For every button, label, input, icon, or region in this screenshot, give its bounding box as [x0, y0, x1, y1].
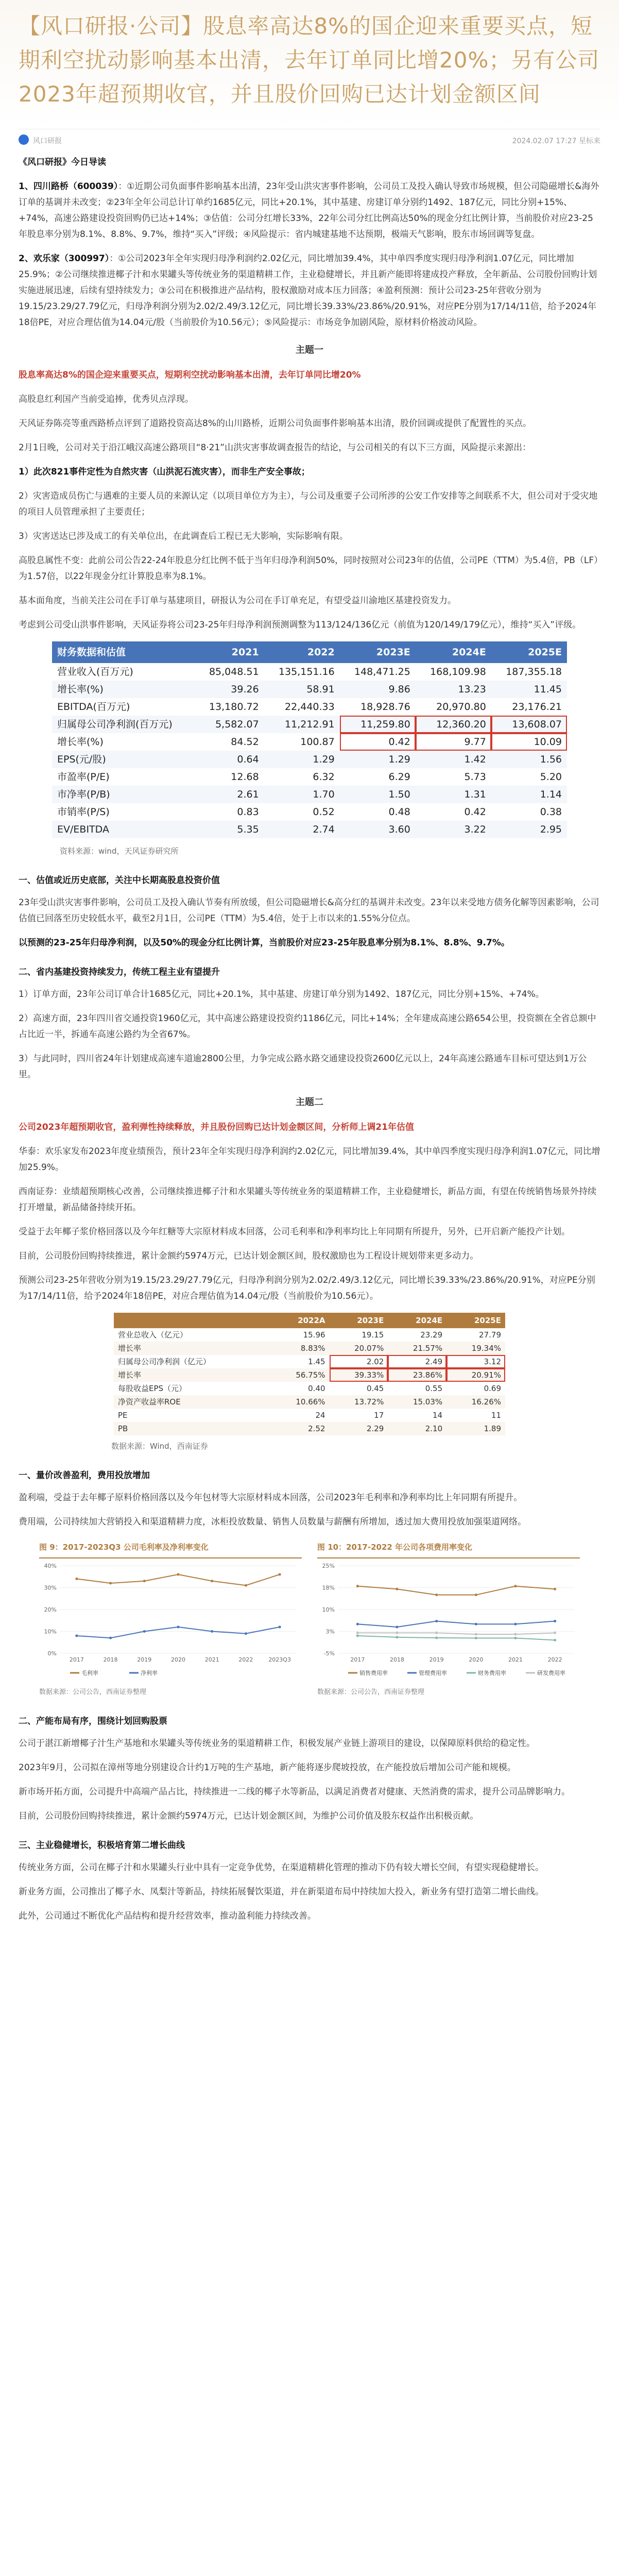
topic2-p3: 受益于去年椰子浆价格回落以及今年红糖等大宗原材料成本回落，公司毛利率和净利率均比上年同期有所提升，另外，已开启新产能投产计划。 — [19, 1227, 570, 1237]
series-point — [475, 1633, 477, 1636]
fc-col-2023e: 2023E — [330, 1313, 388, 1328]
series-point — [475, 1637, 477, 1639]
y-tick-label: 40% — [44, 1563, 57, 1569]
series-line — [357, 1636, 555, 1640]
sec3-p1: 盈利端，受益于去年椰子原料价格回落以及今年包材等大宗原材料成本回落，公司2023年毛利率和净利率均比上年同期有所提升。 — [19, 1493, 523, 1503]
fin-cell: 3.60 — [340, 821, 416, 838]
y-tick-label: 30% — [44, 1584, 57, 1591]
topic1-heading: 主题一 — [296, 345, 323, 355]
forecast-table — [114, 1313, 505, 1435]
x-tick-label: 2017 — [350, 1656, 365, 1663]
fin-cell: 18,928.76 — [360, 701, 410, 713]
sec5-p3: 此外，公司通过不断优化产品结构和提升经营效率，推动盈利能力持续改善。 — [19, 1911, 316, 1921]
forecast-table-row — [114, 1328, 505, 1342]
x-tick-label: 2021 — [204, 1656, 219, 1663]
fin-cell: 85,048.51 — [209, 666, 259, 677]
expense-chart-title: 图 10：2017-2022 年公司各项费用率变化 — [317, 1539, 580, 1558]
fc-cell: 16.26% — [446, 1395, 505, 1409]
fin-cell: 2.61 — [195, 786, 264, 803]
article-body — [19, 155, 600, 1933]
legend-label: 研发费用率 — [537, 1670, 565, 1676]
topic2-p4: 目前，公司股份回购持续推进，累计金额约5974万元，已达计划金额区间，股权激励也为工程设计规划带来更多动力。 — [19, 1251, 479, 1261]
fc-cell: 19.15 — [362, 1330, 384, 1340]
fin-row-label: 增长率(%) — [52, 681, 195, 698]
series-point — [435, 1594, 438, 1596]
topic2-p5: 预测公司23-25年营收分别为19.15/23.29/27.79亿元，归母净利润分别为2.02/2.49/3.12亿元，同比增长39.33%/23.86%/20.91%，对应PE分别为17/14/11倍，给予2024年18倍PE，对应合理估值为14.04元/股（当前股价为10.56元）。 — [19, 1275, 595, 1301]
margin-chart-title: 图 9：2017-2023Q3 公司毛利率及净利率变化 — [39, 1539, 302, 1558]
fin-cell: 1.31 — [416, 786, 491, 803]
fin-cell: 13,608.07 — [491, 716, 567, 733]
financial-table-row — [52, 803, 567, 821]
fc-cell: 23.86% — [388, 1368, 446, 1382]
article-time: 2024.02.07 17:27 星标来 — [512, 137, 600, 145]
financial-table-header — [52, 641, 567, 663]
sec2-p1: 1）订单方面，23年公司订单合计1685亿元，同比+20.1%，其中基建、房建订单分别为1492、187亿元，同比分别+15%、+74%。 — [19, 989, 544, 999]
topic1-p4: 2）灾害造成员伤亡与遇难的主要人员的来源认定（以项目单位方为主），与公司及重要子公司所涉的公安工作安排等之间联系不大，但公司对于受灾地的项目人员管理承担了主要责任； — [19, 491, 598, 517]
financial-table-row — [52, 821, 567, 838]
x-tick-label: 2019 — [429, 1656, 444, 1663]
fc-cell: 0.55 — [425, 1384, 443, 1393]
expense-chart-note: 数据来源：公司公告，西南证券整理 — [317, 1688, 425, 1696]
sec5-p1: 传统业务方面，公司在椰子汁和水果罐头行业中具有一定竞争优势，在渠道精耕化管理的推动下仍有较大增长空间，有望实现稳健增长。 — [19, 1862, 544, 1873]
fc-cell: 0.40 — [308, 1384, 325, 1393]
series-point — [245, 1632, 247, 1635]
fin-cell: 0.52 — [313, 806, 335, 818]
fin-cell: 11,259.80 — [340, 716, 416, 733]
sec1-p1: 23年受山洪灾害事件影响，公司员工及投入确认节奏有所放缓，但公司隐磁增长&高分红的基调并未改变。23年以来受地方债务化解等因素影响，公司估值已回落至历史较低水平，截至2月1日，公司PE（TTM）为5.4倍，处于上市以来的1.55%分位点。 — [19, 897, 599, 924]
y-tick-label: -5% — [323, 1650, 335, 1657]
fc-cell: 24 — [315, 1411, 325, 1420]
fc-col-2022a: 2022A — [271, 1313, 330, 1328]
forecast-table-note: 数据来源：Wind，西南证券 — [111, 1442, 208, 1451]
fin-cell: 1.14 — [491, 786, 567, 803]
fin-row-label: 市盈率(P/E) — [57, 771, 110, 783]
fin-cell: 1.29 — [340, 751, 416, 768]
fin-cell: 22,440.33 — [285, 701, 335, 713]
fc-cell: 27.79 — [479, 1330, 501, 1340]
y-tick-label: 0% — [47, 1650, 57, 1657]
series-point — [514, 1623, 517, 1625]
series-line — [357, 1633, 555, 1634]
intro-title: 《风口研报》今日导读 — [19, 157, 106, 167]
fc-cell: 23.29 — [420, 1330, 443, 1340]
forecast-table-row — [114, 1422, 505, 1435]
item2-text: ：①公司2023年全年实现归母净利润约2.02亿元，同比增加39.4%，其中单四季度实现归母净利润1.07亿元，同比增加25.9%；②公司继续推进椰子汁和水果罐头等传统业务的渠道精耕工作，主业稳健增长，并且新产能即将建成投产释放，全年新品、公司股份回购计划实施进展迅速，后续有望持续发力；③公司在积极推进产品结构，股权激励对成本压力回落；④盈利预测：预计公司23-25年营收分别为19.15/23.29/27.79亿元，归母净利润分别为2.02/2.49/3.12亿元，同比增长39.33%/23.86%/20.91%，对应PE分别为17/14/11倍，给予2024年18倍PE，对应合理估值为14.04元/股（当前股价为10.56元）；⑤风险提示：市场竞争加剧风险，原材料价格波动风险。 — [19, 253, 597, 328]
fin-cell: 20,970.80 — [436, 701, 486, 713]
series-point — [554, 1588, 556, 1590]
fin-col-2021: 2021 — [195, 641, 264, 663]
fc-cell: 1.45 — [308, 1357, 325, 1366]
fin-cell: 2.95 — [491, 821, 567, 838]
x-tick-label: 2022 — [238, 1656, 253, 1663]
fc-cell: 15.03% — [388, 1395, 446, 1409]
fc-row-label: 每股收益EPS（元） — [118, 1384, 187, 1393]
financial-table-row — [52, 786, 567, 803]
series-point — [356, 1632, 359, 1634]
fin-row-label: EV/EBITDA — [52, 821, 195, 838]
fc-row-label: 增长率 — [114, 1368, 271, 1382]
fin-cell: 0.42 — [464, 806, 486, 818]
fin-row-label: EBITDA(百万元) — [57, 701, 130, 713]
fc-col-label — [114, 1313, 271, 1328]
topic1-p8: 考虑到公司受山洪事件影响，天风证券将公司23-25年归母净利润预测调整为113/124/136亿元（前值为120/149/179亿元），维持“买入”评级。 — [19, 620, 581, 630]
x-tick-label: 2017 — [69, 1656, 84, 1663]
x-tick-label: 2018 — [103, 1656, 118, 1663]
fin-col-2025e: 2025E — [491, 641, 567, 663]
fc-cell: 0.45 — [366, 1384, 384, 1393]
sec4-heading: 二、产能布局有序，围绕计划回购股票 — [19, 1716, 167, 1726]
series-point — [211, 1580, 213, 1582]
sec1-p2: 以预测的23-25年归母净利润，以及50%的现金分红比例计算，当前股价对应23-25年股息率分别为8.1%、8.8%、9.7%。 — [19, 938, 510, 948]
source-logo-icon — [19, 134, 29, 145]
fc-cell: 0.69 — [484, 1384, 501, 1393]
fin-cell: 5.20 — [540, 771, 562, 783]
topic2-p2: 西南证券：业绩超预期核心改善，公司继续推进椰子汁和水果罐头等传统业务的渠道精耕工作，主业稳健增长，新品方面，有望在传统销售场景外持续打开增量，新品储备持续开拓。 — [19, 1187, 596, 1213]
fin-col-label: 财务数据和估值 — [52, 641, 195, 663]
fc-cell: 2.02 — [330, 1355, 388, 1368]
series-point — [396, 1636, 399, 1638]
fc-cell: 13.72% — [330, 1395, 388, 1409]
forecast-table-row — [114, 1368, 505, 1382]
series-point — [177, 1626, 180, 1629]
financial-table-note: 资料来源：wind，天风证券研究所 — [60, 846, 179, 856]
legend-label: 净利率 — [141, 1670, 158, 1676]
topic1-p2: 2月1日晚，公司对关于沿江峨汉高速公路项目“8·21”山洪灾害事故调查报告的结论，与公司相关的有以下三方面，风险提示来源出： — [19, 443, 531, 453]
series-point — [211, 1630, 213, 1633]
fc-col-2025e: 2025E — [446, 1313, 505, 1328]
x-tick-label: 2023Q3 — [268, 1656, 291, 1663]
series-point — [75, 1578, 78, 1580]
financial-table-row — [52, 698, 567, 716]
charts-row — [19, 1539, 600, 1700]
series-point — [514, 1637, 517, 1639]
fin-cell: 6.29 — [388, 771, 410, 783]
item2-title: 2、欢乐家（300997） — [19, 253, 110, 264]
fc-cell: 2.29 — [330, 1422, 388, 1435]
fin-row-label: 市销率(P/S) — [57, 806, 110, 818]
fin-cell: 1.56 — [491, 751, 567, 768]
series-point — [75, 1635, 78, 1637]
fin-cell: 168,109.98 — [430, 666, 486, 677]
y-tick-label: 3% — [325, 1628, 335, 1635]
legend-label: 毛利率 — [81, 1670, 98, 1676]
expense-chart-svg — [317, 1558, 580, 1682]
margin-chart-svg — [39, 1558, 302, 1682]
x-tick-label: 2018 — [390, 1656, 404, 1663]
x-tick-label: 2019 — [137, 1656, 152, 1663]
fin-cell: 5.35 — [195, 821, 264, 838]
series-point — [435, 1620, 438, 1622]
fc-cell: 1.89 — [446, 1422, 505, 1435]
fin-cell: 0.83 — [237, 806, 259, 818]
series-point — [475, 1623, 477, 1625]
fc-cell: 3.12 — [446, 1355, 505, 1368]
series-point — [109, 1582, 112, 1585]
series-point — [554, 1639, 556, 1641]
fc-cell: 21.57% — [388, 1342, 446, 1355]
forecast-table-row — [114, 1355, 505, 1368]
series-point — [514, 1585, 517, 1587]
series-point — [396, 1626, 399, 1629]
fin-cell: 135,151.16 — [278, 666, 335, 677]
y-tick-label: 10% — [322, 1606, 335, 1613]
fin-cell: 148,471.25 — [354, 666, 410, 677]
series-point — [143, 1580, 146, 1582]
financial-table-row — [52, 751, 567, 768]
sec3-heading: 一、量价改善盈利，费用投放增加 — [19, 1470, 150, 1481]
intro-item-2 — [19, 251, 600, 331]
fin-cell: 2.74 — [264, 821, 340, 838]
sec5-p2: 新业务方面，公司推出了椰子水、凤梨汁等新品，持续拓展餐饮渠道，并在新渠道布局中持续加大投入，新业务有望打造第二增长曲线。 — [19, 1887, 544, 1897]
item1-title: 1、四川路桥（600039） — [19, 181, 118, 192]
x-tick-label: 2020 — [171, 1656, 185, 1663]
series-point — [356, 1585, 359, 1587]
sec5-heading: 三、主业稳健增长，积极培育第二增长曲线 — [19, 1840, 185, 1851]
fc-cell: 8.83% — [271, 1342, 330, 1355]
fin-cell: 1.42 — [416, 751, 491, 768]
series-point — [109, 1637, 112, 1639]
fin-cell: 58.91 — [264, 681, 340, 698]
fin-col-2023e: 2023E — [340, 641, 416, 663]
sec3-p2: 费用端，公司持续加大营销投入和渠道精耕力度，冰柜投放数量、销售人员数量与薪酬有所增加，透过加大费用投放加强渠道网络。 — [19, 1517, 526, 1527]
fin-cell: 39.26 — [195, 681, 264, 698]
financial-table-row — [52, 663, 567, 681]
fin-cell: 12,360.20 — [416, 716, 491, 733]
fin-cell: 5.73 — [464, 771, 486, 783]
fin-cell: 1.50 — [340, 786, 416, 803]
fc-cell: 11 — [491, 1411, 501, 1420]
financial-table-row — [52, 768, 567, 786]
fin-cell: 5,582.07 — [195, 716, 264, 733]
x-tick-label: 2020 — [469, 1656, 484, 1663]
margin-chart — [39, 1539, 302, 1700]
series-point — [143, 1630, 146, 1633]
fc-row-label: 归属母公司净利润（亿元） — [118, 1357, 211, 1366]
financial-table-row — [52, 733, 567, 751]
fin-cell: 1.29 — [264, 751, 340, 768]
legend-label: 财务费用率 — [478, 1670, 506, 1676]
topic1-p6: 高股息属性不变：此前公司公告22-24年股息分红比例不低于当年归母净利润50%，同时按照对公司23年的估值，公司PE（TTM）为5.4倍，PB（LF）为1.57倍，以22年现金分红计算股息率为8.1%。 — [19, 555, 598, 582]
series-point — [475, 1594, 477, 1596]
sec4-p1: 公司于湛江新增椰子汁生产基地和水果罐头等传统业务的渠道精耕工作，积极发展产业链上游项目的建设，以保障原料供给的稳定性。 — [19, 1738, 535, 1749]
y-tick-label: 18% — [322, 1584, 335, 1591]
series-point — [514, 1633, 517, 1636]
article-meta — [19, 129, 600, 146]
fc-col-2024e: 2024E — [388, 1313, 446, 1328]
topic2-p1: 华泰：欢乐家发布2023年度业绩预告，预计23年全年实现归母净利润约2.02亿元，同比增加39.4%，其中单四季度实现归母净利润1.07亿元，同比增加25.9%。 — [19, 1146, 600, 1173]
expense-chart — [317, 1539, 580, 1700]
fc-cell: 20.07% — [330, 1342, 388, 1355]
fc-row-label: 营业总收入（亿元） — [118, 1330, 188, 1340]
fc-row-label: 净资产收益率ROE — [114, 1395, 271, 1409]
series-line — [77, 1627, 280, 1638]
financial-table-row — [52, 716, 567, 733]
article-source[interactable]: 风口研报 — [33, 137, 62, 145]
fin-cell: 0.48 — [388, 806, 410, 818]
fin-cell: 11,212.91 — [264, 716, 340, 733]
fc-cell: 19.34% — [446, 1342, 505, 1355]
fc-row-label: 增长率 — [114, 1342, 271, 1355]
sec2-heading: 二、省内基建投资持续发力，传统工程主业有望提升 — [19, 967, 220, 977]
y-tick-label: 25% — [322, 1563, 335, 1569]
topic2-heading: 主题二 — [296, 1097, 323, 1108]
fin-cell: 12.68 — [231, 771, 259, 783]
x-tick-label: 2021 — [508, 1656, 523, 1663]
y-tick-label: 10% — [44, 1628, 57, 1635]
fc-cell: 17 — [374, 1411, 384, 1420]
series-point — [245, 1584, 247, 1587]
fc-cell: 2.10 — [388, 1422, 446, 1435]
series-point — [279, 1626, 281, 1629]
forecast-table-row — [114, 1409, 505, 1422]
sec4-p2: 2023年9月，公司拟在漳州等地分别建设合计约1万吨的生产基地，新产能将逐步爬坡投放，在产能投放后增加公司产能和规模。 — [19, 1762, 516, 1773]
fin-cell: 13.23 — [416, 681, 491, 698]
fin-cell: 9.86 — [340, 681, 416, 698]
fc-cell: 15.96 — [303, 1330, 325, 1340]
legend-label: 销售费用率 — [359, 1670, 388, 1676]
fc-cell: 10.66% — [271, 1395, 330, 1409]
financial-table-row — [52, 681, 567, 698]
fin-cell: 3.22 — [416, 821, 491, 838]
fin-col-2022: 2022 — [264, 641, 340, 663]
fin-col-2024e: 2024E — [416, 641, 491, 663]
fc-row-label: PE — [118, 1411, 128, 1420]
topic1-p7: 基本面角度，当前关注公司在手订单与基建项目，研报认为公司在手订单充足，有望受益川渝地区基建投资发力。 — [19, 596, 456, 606]
sec1-heading: 一、估值或近历史底部，关注中长期高股息投资价值 — [19, 875, 220, 886]
fin-cell: 0.64 — [195, 751, 264, 768]
topic1-p5: 3）灾害送达已涉及成工的有关单位出，在此调查后工程已无大影响，实际影响有限。 — [19, 531, 348, 541]
forecast-table-header — [114, 1313, 505, 1328]
topic2-lead: 公司2023年超预期收官，盈利弹性持续释放，并且股份回购已达计划金额区间，分析师上调21年估值 — [19, 1122, 414, 1132]
fin-cell: 6.32 — [313, 771, 335, 783]
series-point — [396, 1632, 399, 1634]
fin-cell: 13,180.72 — [209, 701, 259, 713]
intro-item-1 — [19, 179, 600, 243]
topic1-sub: 高股息红利国产当前受追捧，优秀贝点浮现。 — [19, 394, 194, 404]
series-point — [554, 1632, 556, 1634]
fin-row-label: 增长率(%) — [57, 736, 104, 748]
topic1-lead: 股息率高达8%的国企迎来重要买点，短期利空扰动影响基本出清，去年订单同比增20% — [19, 370, 361, 380]
fc-cell: 56.75% — [271, 1368, 330, 1382]
y-tick-label: 20% — [44, 1606, 57, 1613]
series-point — [356, 1635, 359, 1637]
fc-cell: 2.52 — [271, 1422, 330, 1435]
fin-cell: 23,176.21 — [512, 701, 562, 713]
series-point — [554, 1620, 556, 1622]
legend-label: 管理费用率 — [419, 1670, 447, 1676]
series-point — [177, 1573, 180, 1576]
fin-cell: 9.77 — [416, 733, 491, 751]
series-point — [279, 1573, 281, 1576]
fc-row-label: PB — [114, 1422, 271, 1435]
sec4-p3: 新市场开拓方面，公司提升中高端产品占比，持续推进一二线的椰子水等新品，以满足消费者对健康、天然消费的需求，提升公司品牌影响力。 — [19, 1787, 570, 1797]
fin-cell: 0.42 — [340, 733, 416, 751]
series-line — [357, 1621, 555, 1627]
fin-cell: 10.09 — [491, 733, 567, 751]
fin-row-label: 市净率(P/B) — [52, 786, 195, 803]
fc-cell: 2.49 — [388, 1355, 446, 1368]
series-line — [77, 1574, 280, 1585]
fin-cell: 0.38 — [540, 806, 562, 818]
financial-table — [52, 641, 567, 838]
x-tick-label: 2022 — [547, 1656, 562, 1663]
sec4-p4: 目前，公司股份回购持续推进，累计金额约5974万元，已达计划金额区间，为维护公司价值及股东权益作出积极贡献。 — [19, 1811, 479, 1821]
fin-cell: 187,355.18 — [506, 666, 562, 677]
topic1-p1: 天风证券陈亮等重西路桥点评到了道路投资高达8%的山川路桥，近期公司负面事件影响基本出清，股价回调或提供了配置性的买点。 — [19, 418, 531, 429]
forecast-table-row — [114, 1342, 505, 1355]
fin-cell: 100.87 — [300, 736, 335, 748]
margin-chart-note: 数据来源：公司公告，西南证券整理 — [39, 1688, 147, 1696]
series-point — [356, 1623, 359, 1625]
series-point — [435, 1632, 438, 1634]
fin-row-label: EPS(元/股) — [52, 751, 195, 768]
sec2-p3: 3）与此同时，四川省24年计划建成高速车道逾2800公里，力争完成公路水路交通建设投资2600亿元以上，24年高速公路通车目标可望达到1万公里。 — [19, 1054, 587, 1080]
sec2-p2: 2）高速方面，23年四川省交通投资1960亿元，其中高速公路建设投资约1186亿元，同比+14%；全年建成高速公路654公里，投资额在全省总额中占比近一半，拆通车高速公路约为全省67%。 — [19, 1013, 596, 1040]
series-point — [435, 1636, 438, 1639]
forecast-table-row — [114, 1382, 505, 1395]
fin-row-label: 归属母公司净利润(百万元) — [52, 716, 195, 733]
item1-text: ：①近期公司负面事件影响基本出清，23年受山洪灾害事件影响，公司员工及投入确认导致市场规模，但公司隐磁增长&海外订单的基调并未改变；②23年全年公司总计订单约1685亿元，同比+20.1%，其中基建、房建订单分别约1492、187亿元，同比分别+15%、+74%，高速公路建设投资回购仍已达+14%；③估值：公司分红增长33%，22年公司分红比例高达50%的现金分红比例计算，当前股价对应23-25年股息率分别为8.1%、8.8%、9.7%，维持“买入”评级；④风险提示：省内城建基地不达预期，极端天气影响，股东市场回调等复盘。 — [19, 181, 599, 240]
fc-cell: 14 — [433, 1411, 443, 1420]
fin-cell: 1.70 — [264, 786, 340, 803]
series-point — [396, 1588, 399, 1590]
topic1-p3: 1）此次821事件定性为自然灾害（山洪泥石流灾害），而非生产安全事故； — [19, 467, 310, 477]
fin-cell: 11.45 — [491, 681, 567, 698]
fc-cell: 20.91% — [446, 1368, 505, 1382]
fin-row-label: 营业收入(百万元) — [57, 666, 133, 677]
fc-cell: 39.33% — [330, 1368, 388, 1382]
fin-cell: 84.52 — [231, 736, 259, 748]
forecast-table-row — [114, 1395, 505, 1409]
article-headline: 【风口研报·公司】股息率高达8%的国企迎来重要买点，短期利空扰动影响基本出清，去年订单同比增20%；另有公司2023年超预期收官，并且股价回购已达计划金额区间 — [19, 13, 600, 107]
